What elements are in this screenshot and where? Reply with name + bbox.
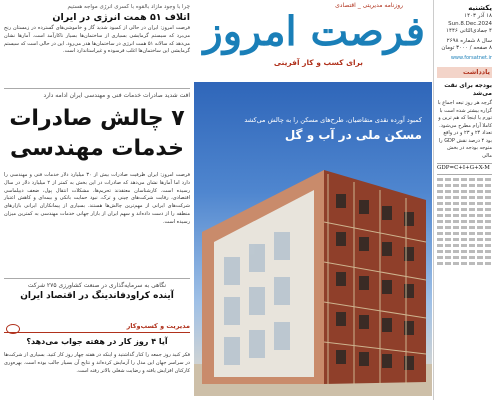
masthead	[190, 0, 433, 78]
date-hijri: ۴ جمادی‌الثانی ۱۴۴۶	[446, 28, 492, 35]
masthead-tagline: روزنامه مدیریتی _ اقتصادی	[335, 2, 403, 9]
column-headline[interactable]: آیا ۴ روز کار در هفته جواب می‌دهد؟	[26, 337, 168, 346]
column-rule	[4, 332, 190, 333]
column-section-label: مدیریت و کسب‌وکار	[126, 322, 190, 330]
newspaper-logo[interactable]: فرصت امروز	[203, 8, 425, 55]
second-story[interactable]	[4, 282, 190, 301]
info-sidebar	[433, 0, 495, 400]
weekday: یکشنبه	[468, 4, 492, 12]
section-divider	[4, 278, 190, 279]
date-english: Sun.8.Dec.2024	[448, 20, 492, 27]
main-headline-line-1: ۷ چالش صادرات	[9, 106, 185, 131]
main-headline-line-2: خدمات مهندسی	[10, 136, 184, 161]
issue-number: سال ۸ شماره ۲۶۹۸	[446, 37, 492, 44]
main-story-body: فرصت امروز: ایران ظرفیت صادرات بیش از ۳۰ میلیارد دلار خدمات فنی و مهندسی را دارد اما آمارها نشان می‌دهد که صادرات در این بخش به کمتر از ۲ میلیارد دلار در سال رسیده است. کارشناسان معتقدند تحریم‌ها، مشکلات انتقال پول، ضعف دیپلماسی اقتصادی، رقابت شرکت‌های چینی و ترک، نبود حمایت بانکی و بیمه‌ای و کاهش اعتبار شرکت‌های ایرانی از مهم‌ترین چالش‌ها هستند. بسیاری از پیمانکاران ایرانی بازارهای منطقه را از دست داده‌اند و سهم ایران از بازار جهانی خدمات مهندسی به کمترین میزان رسیده است.	[4, 172, 191, 225]
page-count: ۸ صفحه / ۳۰۰۰ تومان	[441, 45, 492, 52]
website-link[interactable]: www.forsatnet.ir	[450, 54, 492, 61]
column-body: فکر کنید روز جمعه را کنار گذاشتید و اینکه در هفته چهار روز کار کنید. بسیاری از شرکت‌ها در سراسر جهان این مدل را آزمایش کرده‌اند و نتایج آن بسیار جالب بوده است. بهره‌وری کارکنان افزایش یافته و رضایت شغلی بالاتر رفته است.	[4, 352, 190, 374]
second-story-headline: آینده کراودفاندینگ در اقتصاد ایران	[20, 291, 174, 301]
section-divider	[4, 88, 190, 89]
photo-kicker: کمبود آورده نقدی متقاضیان، طرح‌های مسکن را به چالش می‌کشد	[244, 116, 422, 124]
top-story[interactable]	[4, 4, 190, 56]
top-story-body: فرصت امروز: ایران در حالی از کمبود شدید گاز و خاموشی‌های گسترده در زمستان رنج می‌برد که سیستم گرمایشی بسیاری از ساختمان‌ها بسیار ناکارآمد است. آمارها نشان می‌دهد که سالانه ۵۱ همت انرژی در ساختمان‌ها هدر می‌رود. این در حالی است که سیستم گرمایشی این ساختمان‌ها اغلب فرسوده و غیراستاندارد است.	[3, 25, 190, 55]
masthead-slogan: برای کسب و کار آفرینی	[273, 58, 363, 67]
top-story-headline[interactable]: اتلاف ۵۱ همت انرژی در ایران	[52, 12, 190, 23]
note-body: گرچه هر روز تبعه اجماع با گزاره بیشتر شده است با تورم یا اینجا که هم ترین و کاملا آرام مطرح می‌شود. تعداد ۲۴ و ۲۳ و در واقع بود ۴ درصد نقش GDP را متوجه بودجه در بخش مالی	[437, 100, 492, 159]
note-section-title: یادداشت	[437, 67, 492, 78]
second-story-kicker: نگاهی به سرمایه‌گذاری در صنعت کشاورزی ۲۷۵ شرکت	[27, 282, 167, 289]
note-headline: بودجه برای نقت می‌شد	[444, 82, 492, 98]
photo-headline[interactable]: مسکن ملی در آب و گل	[284, 128, 422, 142]
top-story-kicker: چرا با وجود مازاد بالقوه با کسری انرژی مواجه هستیم	[67, 4, 190, 10]
main-story-headline[interactable]	[4, 104, 190, 164]
note-continued-lines	[437, 178, 492, 265]
date-persian: ۱۸ آذر ۱۴۰۳	[464, 13, 492, 20]
main-story-kicker: افت شدید صادرات خدمات فنی و مهندسی ایران ادامه دارد	[43, 92, 190, 99]
building-photo[interactable]	[194, 82, 432, 396]
gdp-equation: GDP=C+I+G+X-M	[437, 163, 492, 174]
